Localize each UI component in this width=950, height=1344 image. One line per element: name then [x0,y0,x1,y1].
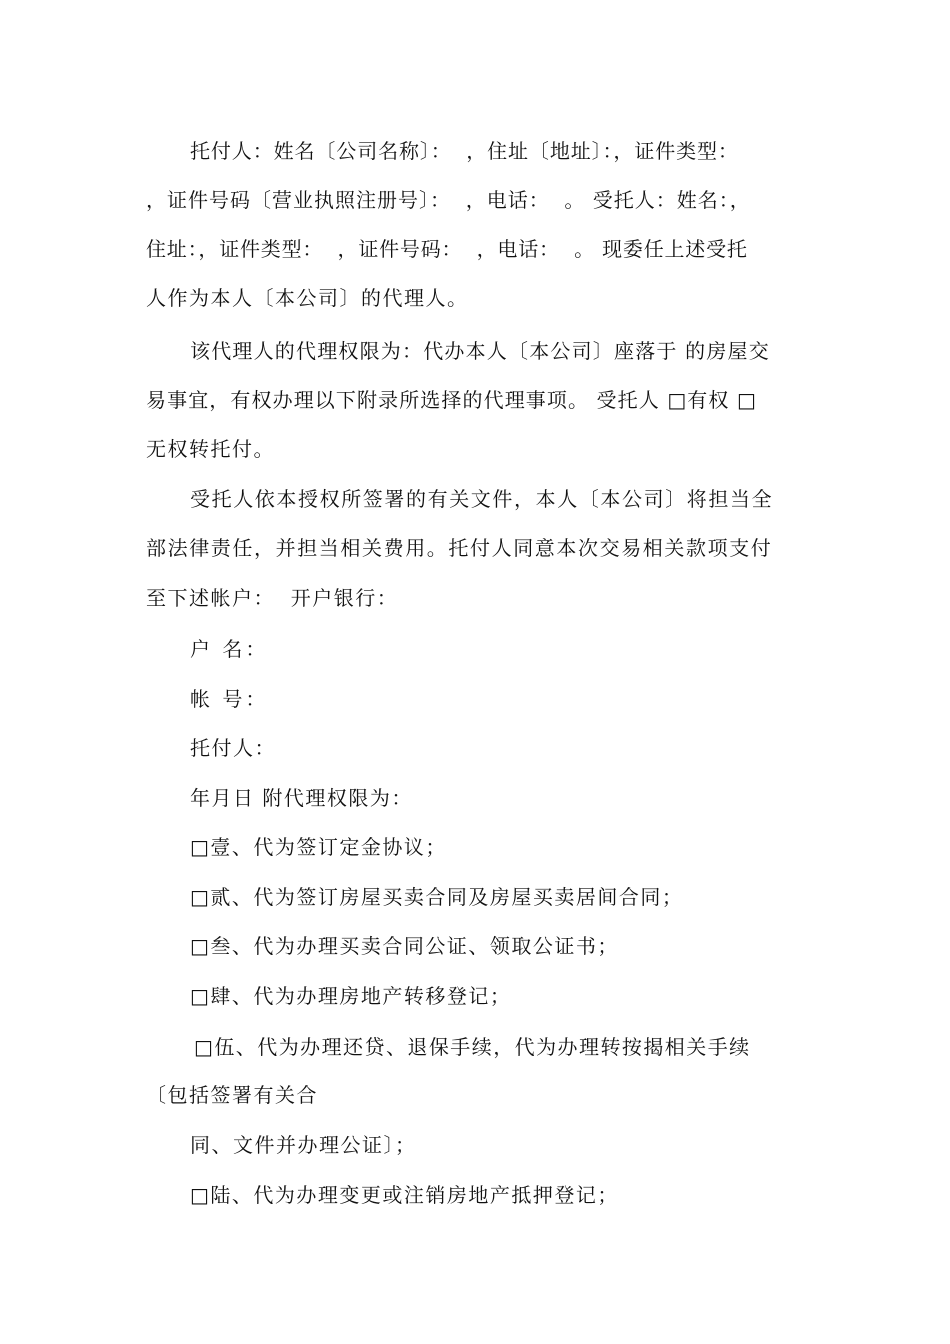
principal-id-line: ，证件号码〔营业执照注册号〕： ，电话： 。 受托人：姓名：， [146,188,751,212]
authority-item-1: □壹、代为签订定金协议； [190,835,447,859]
date-appendix-line: 年月日 附代理权限为： [190,786,413,810]
account-number-line: 帐 号： [190,687,269,711]
bank-account-line: 至下述帐户： 开户银行： [146,586,399,610]
principal-info-line: 托付人：姓名〔公司名称〕： ，住址〔地址〕：，证件类型： [190,139,739,163]
liability-line: 受托人依本授权所签署的有关文件，本人〔本公司〕将担当全 [190,487,774,511]
authority-item-5: □伍、代为办理还贷、退保手续，代为办理转按揭相关手续 [194,1035,751,1059]
authority-item-5-continued-2: 同、文件并办理公证〕； [190,1133,417,1157]
authority-scope-line: 该代理人的代理权限为：代办本人〔本公司〕座落于 的房屋交 [190,339,770,363]
sub-delegation-line: 无权转托付。 [146,437,275,461]
authority-item-5-continued: 〔包括签署有关合 [146,1083,318,1107]
appointment-line: 人作为本人〔本公司〕的代理人。 [146,286,469,310]
authority-item-3: □叁、代为办理买卖合同公证、领取公证书； [190,934,619,958]
principal-signature-line: 托付人： [190,736,276,760]
account-name-line: 户 名： [190,637,269,661]
agent-info-line: 住址：，证件类型： ，证件号码： ，电话： 。 现委任上述受托 [146,237,748,261]
authority-options-line: 易事宜，有权办理以下附录所选择的代理事项。 受托人 □有权 □ [146,388,757,412]
authority-item-6: □陆、代为办理变更或注销房地产抵押登记； [190,1183,619,1207]
authority-item-2: □贰、代为签订房屋买卖合同及房屋买卖居间合同； [190,885,684,909]
payment-consent-line: 部法律责任，并担当相关费用。托付人同意本次交易相关款项支付 [146,536,773,560]
authority-item-4: □肆、代为办理房地产转移登记； [190,984,512,1008]
